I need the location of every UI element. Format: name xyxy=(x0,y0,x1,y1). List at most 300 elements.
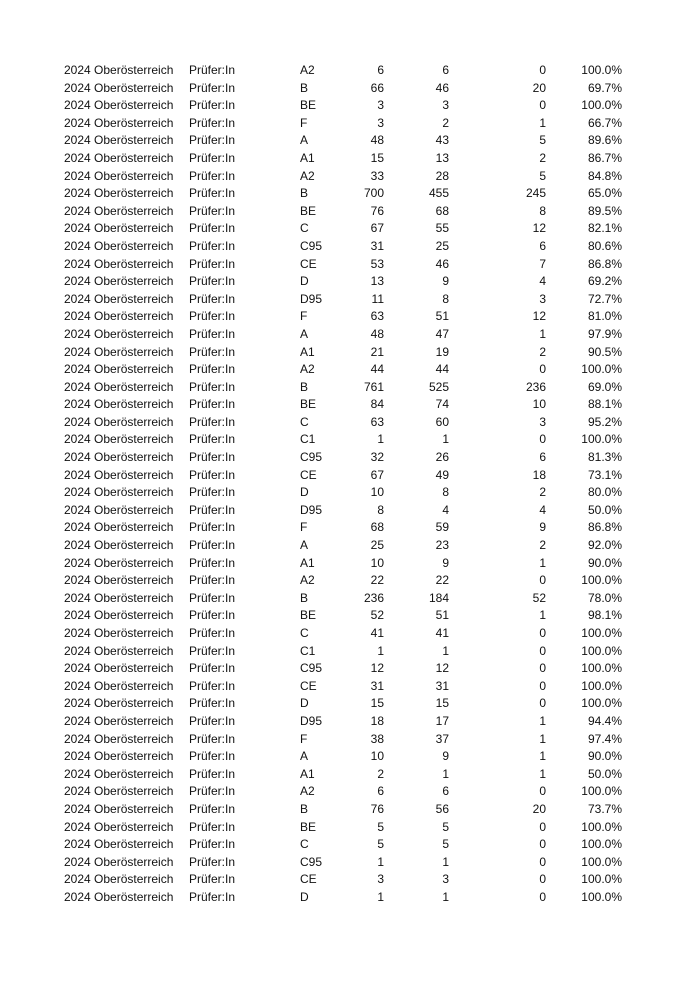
pass-rate-cell: 89.6% xyxy=(587,133,622,148)
region-cell: 2024 Oberösterreich xyxy=(64,520,174,535)
region-cell: 2024 Oberösterreich xyxy=(64,766,174,781)
license-class-cell: F xyxy=(300,731,308,746)
region-cell: 2024 Oberösterreich xyxy=(64,115,174,130)
table-row xyxy=(0,871,700,889)
license-class-cell: CE xyxy=(300,467,317,482)
passed-cell: 43 xyxy=(435,133,449,148)
region-cell: 2024 Oberösterreich xyxy=(64,238,174,253)
region-cell: 2024 Oberösterreich xyxy=(64,819,174,834)
examiner-cell: Prüfer:In xyxy=(189,731,236,746)
failed-cell: 1 xyxy=(539,326,546,341)
failed-cell: 0 xyxy=(539,573,546,588)
examiner-cell: Prüfer:In xyxy=(189,837,236,852)
pass-rate-cell: 95.2% xyxy=(587,414,622,429)
examiner-cell: Prüfer:In xyxy=(189,626,236,640)
table-row xyxy=(0,731,700,749)
examiner-cell: Prüfer:In xyxy=(189,150,236,165)
passed-cell: 2 xyxy=(442,115,449,130)
passed-cell: 55 xyxy=(435,221,449,236)
region-cell: 2024 Oberösterreich xyxy=(64,309,174,324)
region-cell: 2024 Oberösterreich xyxy=(64,854,174,869)
passed-cell: 12 xyxy=(435,661,449,676)
passed-cell: 3 xyxy=(442,872,449,887)
total-cell: 33 xyxy=(370,168,384,183)
region-cell: 2024 Oberösterreich xyxy=(64,397,174,412)
total-cell: 1 xyxy=(377,432,384,447)
total-cell: 700 xyxy=(363,186,384,201)
data-table xyxy=(0,62,700,907)
pass-rate-cell: 86.8% xyxy=(587,520,622,535)
region-cell: 2024 Oberösterreich xyxy=(64,713,174,728)
examiner-cell: Prüfer:In xyxy=(189,749,236,764)
license-class-cell: C xyxy=(300,837,309,852)
examiner-cell: Prüfer:In xyxy=(189,63,236,77)
examiner-cell: Prüfer:In xyxy=(189,696,236,711)
table-row xyxy=(0,62,700,80)
region-cell: 2024 Oberösterreich xyxy=(64,186,174,201)
failed-cell: 0 xyxy=(539,362,546,377)
table-row xyxy=(0,273,700,291)
pass-rate-cell: 80.6% xyxy=(587,238,622,253)
examiner-cell: Prüfer:In xyxy=(189,643,236,658)
examiner-cell: Prüfer:In xyxy=(189,238,236,253)
examiner-cell: Prüfer:In xyxy=(189,819,236,834)
total-cell: 53 xyxy=(370,256,384,271)
pass-rate-cell: 100.0% xyxy=(581,889,622,904)
failed-cell: 0 xyxy=(539,889,546,904)
pass-rate-cell: 100.0% xyxy=(581,837,622,852)
license-class-cell: CE xyxy=(300,678,317,693)
license-class-cell: BE xyxy=(300,397,317,412)
failed-cell: 3 xyxy=(539,414,546,429)
examiner-cell: Prüfer:In xyxy=(189,661,236,676)
pass-rate-cell: 73.1% xyxy=(587,467,622,482)
passed-cell: 455 xyxy=(428,186,449,201)
license-class-cell: B xyxy=(300,80,309,95)
passed-cell: 49 xyxy=(435,467,449,482)
license-class-cell: D95 xyxy=(300,502,323,517)
passed-cell: 184 xyxy=(428,590,449,605)
pass-rate-cell: 90.5% xyxy=(587,344,622,359)
passed-cell: 47 xyxy=(435,326,449,341)
region-cell: 2024 Oberösterreich xyxy=(64,379,174,394)
table-row xyxy=(0,414,700,432)
examiner-cell: Prüfer:In xyxy=(189,608,236,623)
failed-cell: 0 xyxy=(539,678,546,693)
passed-cell: 46 xyxy=(435,256,449,271)
region-cell: 2024 Oberösterreich xyxy=(64,696,174,711)
region-cell: 2024 Oberösterreich xyxy=(64,643,174,658)
total-cell: 31 xyxy=(370,678,384,693)
pass-rate-cell: 80.0% xyxy=(587,485,622,500)
license-class-cell: D95 xyxy=(300,713,323,728)
pass-rate-cell: 100.0% xyxy=(581,872,622,887)
pass-rate-cell: 100.0% xyxy=(581,854,622,869)
pass-rate-cell: 50.0% xyxy=(587,502,622,517)
license-class-cell: B xyxy=(300,590,309,605)
license-class-cell: A2 xyxy=(300,573,315,588)
examiner-cell: Prüfer:In xyxy=(189,520,236,535)
table-row xyxy=(0,783,700,801)
pass-rate-cell: 86.8% xyxy=(587,256,622,271)
passed-cell: 17 xyxy=(435,713,449,728)
examiner-cell: Prüfer:In xyxy=(189,362,236,377)
failed-cell: 12 xyxy=(532,221,546,236)
pass-rate-cell: 100.0% xyxy=(581,63,622,77)
passed-cell: 31 xyxy=(435,678,449,693)
failed-cell: 0 xyxy=(539,784,546,799)
region-cell: 2024 Oberösterreich xyxy=(64,344,174,359)
license-class-cell: BE xyxy=(300,98,317,113)
passed-cell: 8 xyxy=(442,291,449,306)
license-class-cell: A1 xyxy=(300,555,315,570)
failed-cell: 1 xyxy=(539,749,546,764)
license-class-cell: CE xyxy=(300,872,317,887)
table-row xyxy=(0,115,700,133)
license-class-cell: A xyxy=(300,749,309,764)
total-cell: 3 xyxy=(377,98,384,113)
pass-rate-cell: 86.7% xyxy=(587,150,622,165)
total-cell: 68 xyxy=(370,520,384,535)
total-cell: 76 xyxy=(370,801,384,816)
examiner-cell: Prüfer:In xyxy=(189,256,236,271)
failed-cell: 0 xyxy=(539,872,546,887)
pass-rate-cell: 89.5% xyxy=(587,203,622,218)
license-class-cell: D xyxy=(300,696,309,711)
table-row xyxy=(0,449,700,467)
examiner-cell: Prüfer:In xyxy=(189,573,236,588)
license-class-cell: C xyxy=(300,414,309,429)
total-cell: 31 xyxy=(370,238,384,253)
passed-cell: 1 xyxy=(442,854,449,869)
region-cell: 2024 Oberösterreich xyxy=(64,784,174,799)
license-class-cell: C95 xyxy=(300,450,323,465)
region-cell: 2024 Oberösterreich xyxy=(64,414,174,429)
passed-cell: 23 xyxy=(435,538,449,553)
total-cell: 48 xyxy=(370,133,384,148)
failed-cell: 245 xyxy=(525,186,546,201)
table-row xyxy=(0,326,700,344)
total-cell: 1 xyxy=(377,854,384,869)
passed-cell: 1 xyxy=(442,766,449,781)
examiner-cell: Prüfer:In xyxy=(189,186,236,201)
pass-rate-cell: 73.7% xyxy=(587,801,622,816)
total-cell: 8 xyxy=(377,502,384,517)
failed-cell: 20 xyxy=(532,80,546,95)
table-row xyxy=(0,854,700,872)
passed-cell: 9 xyxy=(442,749,449,764)
table-row xyxy=(0,713,700,731)
total-cell: 3 xyxy=(377,115,384,130)
table-row xyxy=(0,607,700,625)
license-class-cell: C95 xyxy=(300,854,323,869)
license-class-cell: C xyxy=(300,221,309,236)
examiner-cell: Prüfer:In xyxy=(189,502,236,517)
table-row xyxy=(0,678,700,696)
region-cell: 2024 Oberösterreich xyxy=(64,626,174,640)
table-row xyxy=(0,801,700,819)
failed-cell: 8 xyxy=(539,203,546,218)
license-class-cell: B xyxy=(300,379,309,394)
pass-rate-cell: 50.0% xyxy=(587,766,622,781)
passed-cell: 46 xyxy=(435,80,449,95)
region-cell: 2024 Oberösterreich xyxy=(64,749,174,764)
table-row xyxy=(0,819,700,837)
region-cell: 2024 Oberösterreich xyxy=(64,203,174,218)
license-class-cell: D xyxy=(300,274,309,289)
region-cell: 2024 Oberösterreich xyxy=(64,150,174,165)
failed-cell: 0 xyxy=(539,626,546,640)
failed-cell: 1 xyxy=(539,731,546,746)
pass-rate-cell: 97.4% xyxy=(587,731,622,746)
total-cell: 1 xyxy=(377,643,384,658)
table-row xyxy=(0,572,700,590)
table-row xyxy=(0,80,700,98)
passed-cell: 28 xyxy=(435,168,449,183)
table-row xyxy=(0,256,700,274)
table-row xyxy=(0,203,700,221)
total-cell: 236 xyxy=(363,590,384,605)
passed-cell: 68 xyxy=(435,203,449,218)
license-class-cell: A xyxy=(300,326,309,341)
table-row xyxy=(0,590,700,608)
table-row xyxy=(0,396,700,414)
total-cell: 6 xyxy=(377,63,384,77)
table-row xyxy=(0,238,700,256)
examiner-cell: Prüfer:In xyxy=(189,432,236,447)
passed-cell: 56 xyxy=(435,801,449,816)
passed-cell: 1 xyxy=(442,889,449,904)
passed-cell: 59 xyxy=(435,520,449,535)
examiner-cell: Prüfer:In xyxy=(189,309,236,324)
examiner-cell: Prüfer:In xyxy=(189,854,236,869)
total-cell: 67 xyxy=(370,467,384,482)
pass-rate-cell: 100.0% xyxy=(581,696,622,711)
passed-cell: 15 xyxy=(435,696,449,711)
total-cell: 1 xyxy=(377,889,384,904)
pass-rate-cell: 69.0% xyxy=(587,379,622,394)
license-class-cell: D xyxy=(300,889,309,904)
failed-cell: 2 xyxy=(539,344,546,359)
total-cell: 6 xyxy=(377,784,384,799)
table-row xyxy=(0,308,700,326)
license-class-cell: C1 xyxy=(300,432,316,447)
region-cell: 2024 Oberösterreich xyxy=(64,837,174,852)
region-cell: 2024 Oberösterreich xyxy=(64,450,174,465)
examiner-cell: Prüfer:In xyxy=(189,291,236,306)
examiner-cell: Prüfer:In xyxy=(189,221,236,236)
pass-rate-cell: 100.0% xyxy=(581,626,622,640)
examiner-cell: Prüfer:In xyxy=(189,133,236,148)
pass-rate-cell: 97.9% xyxy=(587,326,622,341)
failed-cell: 12 xyxy=(532,309,546,324)
region-cell: 2024 Oberösterreich xyxy=(64,889,174,904)
region-cell: 2024 Oberösterreich xyxy=(64,168,174,183)
failed-cell: 0 xyxy=(539,643,546,658)
pass-rate-cell: 90.0% xyxy=(587,749,622,764)
total-cell: 52 xyxy=(370,608,384,623)
pass-rate-cell: 65.0% xyxy=(587,186,622,201)
failed-cell: 20 xyxy=(532,801,546,816)
pass-rate-cell: 98.1% xyxy=(587,608,622,623)
passed-cell: 3 xyxy=(442,98,449,113)
license-class-cell: BE xyxy=(300,819,317,834)
passed-cell: 51 xyxy=(435,608,449,623)
total-cell: 2 xyxy=(377,766,384,781)
license-class-cell: D95 xyxy=(300,291,323,306)
pass-rate-cell: 72.7% xyxy=(587,291,622,306)
table-row xyxy=(0,379,700,397)
license-class-cell: A xyxy=(300,133,309,148)
passed-cell: 5 xyxy=(442,819,449,834)
table-row xyxy=(0,643,700,661)
failed-cell: 6 xyxy=(539,238,546,253)
examiner-cell: Prüfer:In xyxy=(189,467,236,482)
table-row xyxy=(0,484,700,502)
passed-cell: 5 xyxy=(442,837,449,852)
failed-cell: 5 xyxy=(539,168,546,183)
failed-cell: 0 xyxy=(539,98,546,113)
pass-rate-cell: 69.7% xyxy=(587,80,622,95)
table-row xyxy=(0,291,700,309)
failed-cell: 10 xyxy=(532,397,546,412)
region-cell: 2024 Oberösterreich xyxy=(64,432,174,447)
examiner-cell: Prüfer:In xyxy=(189,168,236,183)
total-cell: 761 xyxy=(363,379,384,394)
region-cell: 2024 Oberösterreich xyxy=(64,274,174,289)
total-cell: 10 xyxy=(370,749,384,764)
pass-rate-cell: 100.0% xyxy=(581,819,622,834)
pass-rate-cell: 66.7% xyxy=(587,115,622,130)
failed-cell: 2 xyxy=(539,485,546,500)
region-cell: 2024 Oberösterreich xyxy=(64,502,174,517)
region-cell: 2024 Oberösterreich xyxy=(64,221,174,236)
total-cell: 5 xyxy=(377,837,384,852)
total-cell: 63 xyxy=(370,414,384,429)
failed-cell: 236 xyxy=(525,379,546,394)
total-cell: 18 xyxy=(370,713,384,728)
total-cell: 48 xyxy=(370,326,384,341)
failed-cell: 2 xyxy=(539,538,546,553)
examiner-cell: Prüfer:In xyxy=(189,414,236,429)
table-row xyxy=(0,220,700,238)
table-row xyxy=(0,537,700,555)
total-cell: 10 xyxy=(370,485,384,500)
table-row xyxy=(0,555,700,573)
table-row xyxy=(0,150,700,168)
failed-cell: 52 xyxy=(532,590,546,605)
examiner-cell: Prüfer:In xyxy=(189,678,236,693)
total-cell: 15 xyxy=(370,696,384,711)
total-cell: 10 xyxy=(370,555,384,570)
passed-cell: 1 xyxy=(442,643,449,658)
passed-cell: 13 xyxy=(435,150,449,165)
region-cell: 2024 Oberösterreich xyxy=(64,291,174,306)
passed-cell: 25 xyxy=(435,238,449,253)
failed-cell: 9 xyxy=(539,520,546,535)
passed-cell: 74 xyxy=(435,397,449,412)
region-cell: 2024 Oberösterreich xyxy=(64,555,174,570)
examiner-cell: Prüfer:In xyxy=(189,766,236,781)
license-class-cell: CE xyxy=(300,256,317,271)
failed-cell: 0 xyxy=(539,837,546,852)
passed-cell: 9 xyxy=(442,274,449,289)
license-class-cell: B xyxy=(300,801,309,816)
region-cell: 2024 Oberösterreich xyxy=(64,256,174,271)
examiner-cell: Prüfer:In xyxy=(189,713,236,728)
table-row xyxy=(0,431,700,449)
passed-cell: 6 xyxy=(442,784,449,799)
examiner-cell: Prüfer:In xyxy=(189,872,236,887)
table-row xyxy=(0,168,700,186)
examiner-cell: Prüfer:In xyxy=(189,801,236,816)
examiner-cell: Prüfer:In xyxy=(189,344,236,359)
examiner-cell: Prüfer:In xyxy=(189,450,236,465)
passed-cell: 60 xyxy=(435,414,449,429)
table-row xyxy=(0,97,700,115)
license-class-cell: B xyxy=(300,186,309,201)
examiner-cell: Prüfer:In xyxy=(189,203,236,218)
table-row xyxy=(0,132,700,150)
failed-cell: 4 xyxy=(539,502,546,517)
pass-rate-cell: 81.3% xyxy=(587,450,622,465)
examiner-cell: Prüfer:In xyxy=(189,326,236,341)
passed-cell: 41 xyxy=(435,626,449,640)
total-cell: 12 xyxy=(370,661,384,676)
license-class-cell: A1 xyxy=(300,344,315,359)
license-class-cell: A2 xyxy=(300,362,315,377)
examiner-cell: Prüfer:In xyxy=(189,80,236,95)
table-row xyxy=(0,625,700,643)
license-class-cell: BE xyxy=(300,608,317,623)
table-row xyxy=(0,344,700,362)
license-class-cell: A xyxy=(300,538,309,553)
failed-cell: 1 xyxy=(539,555,546,570)
total-cell: 21 xyxy=(370,344,384,359)
license-class-cell: C95 xyxy=(300,661,323,676)
examiner-cell: Prüfer:In xyxy=(189,889,236,904)
total-cell: 44 xyxy=(370,362,384,377)
region-cell: 2024 Oberösterreich xyxy=(64,80,174,95)
license-class-cell: D xyxy=(300,485,309,500)
pass-rate-cell: 94.4% xyxy=(587,713,622,728)
examiner-cell: Prüfer:In xyxy=(189,485,236,500)
examiner-cell: Prüfer:In xyxy=(189,538,236,553)
examiner-cell: Prüfer:In xyxy=(189,590,236,605)
failed-cell: 1 xyxy=(539,713,546,728)
passed-cell: 44 xyxy=(435,362,449,377)
total-cell: 13 xyxy=(370,274,384,289)
failed-cell: 7 xyxy=(539,256,546,271)
pass-rate-cell: 100.0% xyxy=(581,784,622,799)
failed-cell: 18 xyxy=(532,467,546,482)
license-class-cell: F xyxy=(300,520,308,535)
table-row xyxy=(0,889,700,907)
table-row xyxy=(0,185,700,203)
region-cell: 2024 Oberösterreich xyxy=(64,731,174,746)
table-row xyxy=(0,766,700,784)
failed-cell: 0 xyxy=(539,432,546,447)
passed-cell: 8 xyxy=(442,485,449,500)
passed-cell: 37 xyxy=(435,731,449,746)
license-class-cell: A2 xyxy=(300,63,315,77)
passed-cell: 9 xyxy=(442,555,449,570)
failed-cell: 4 xyxy=(539,274,546,289)
failed-cell: 1 xyxy=(539,766,546,781)
total-cell: 11 xyxy=(371,291,384,306)
total-cell: 38 xyxy=(370,731,384,746)
pass-rate-cell: 90.0% xyxy=(587,555,622,570)
